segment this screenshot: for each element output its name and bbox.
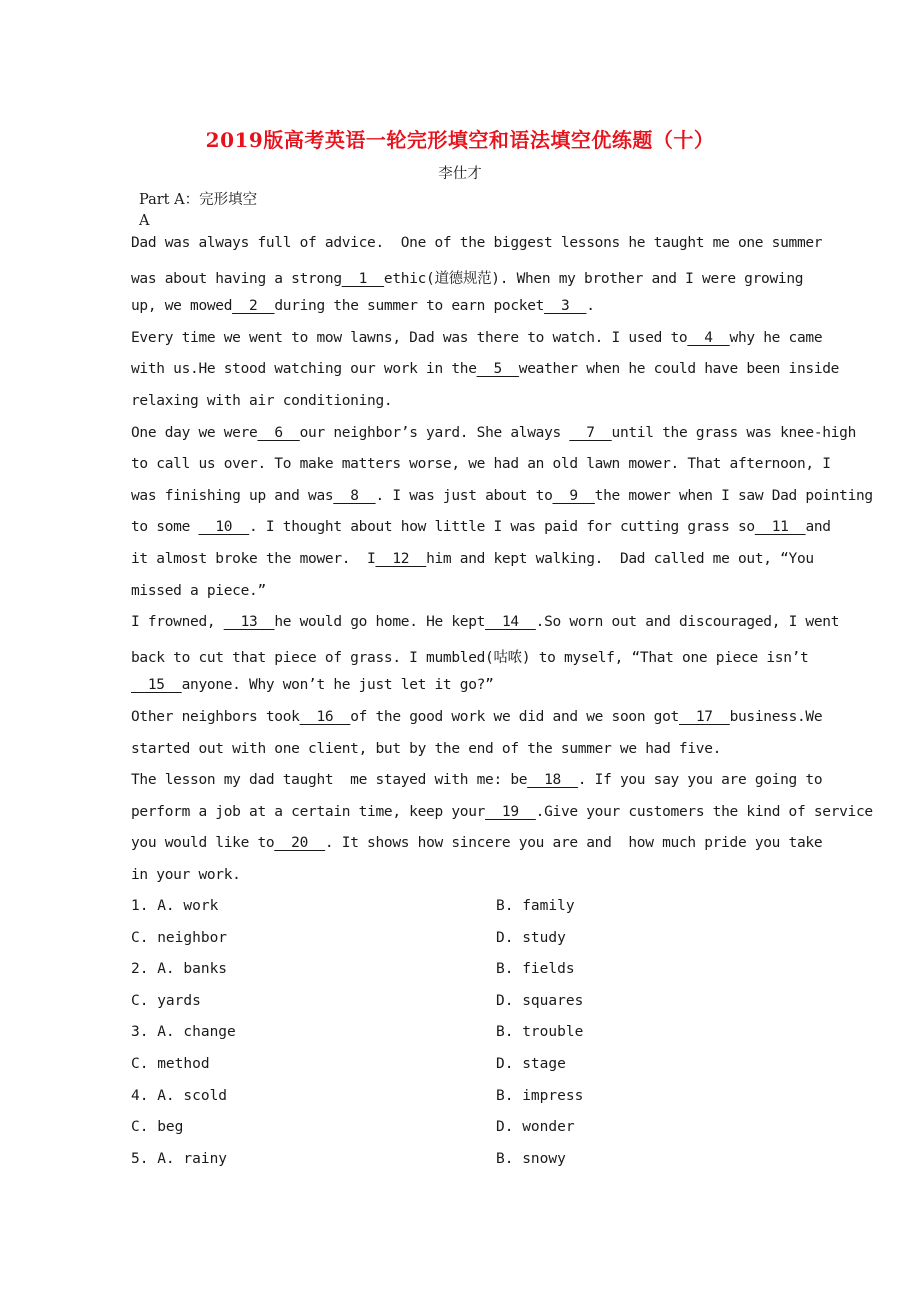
passage-line [131, 741, 721, 757]
option-left[interactable]: 3. A. change [131, 1024, 236, 1041]
passage-text: perform a job at a certain time, keep your [131, 803, 486, 820]
passage-text: business.We [729, 709, 823, 725]
passage-line [131, 709, 822, 725]
answer-blank[interactable]: __7__ [569, 424, 612, 441]
passage-line [131, 456, 831, 472]
answer-blank[interactable]: __3__ [544, 298, 587, 315]
answer-blank[interactable]: __13__ [223, 614, 275, 631]
answer-blank[interactable]: __9__ [552, 487, 595, 504]
option-left[interactable]: C. beg [131, 1119, 184, 1136]
document-title: 2019版高考英语一轮完形填空和语法填空优练题（十） [205, 128, 715, 152]
passage-text: was finishing up and was [131, 487, 334, 504]
answer-blank[interactable]: __8__ [333, 487, 376, 504]
passage-line [131, 772, 822, 788]
passage-line [131, 551, 814, 567]
passage-text: back to cut that piece of grass. I mumbled(咕哝) to myself, “That one piece isn’t [131, 649, 809, 666]
passage-line [131, 330, 822, 346]
option-right[interactable]: B. fields [496, 961, 575, 978]
passage-line [131, 425, 856, 441]
passage-text: he would go home. He kept [274, 614, 486, 631]
passage-text: Other neighbors took [131, 709, 300, 725]
passage-line [131, 646, 809, 667]
passage-line [131, 298, 595, 314]
passage-text: during the summer to earn pocket [274, 298, 545, 315]
passage-text: up, we mowed [131, 298, 233, 315]
passage-text: I frowned, [131, 614, 224, 631]
option-right[interactable]: D. wonder [496, 1119, 575, 1136]
answer-blank[interactable]: __6__ [257, 424, 300, 441]
passage-line [131, 361, 839, 377]
passage-text: of the good work we did and we soon got [350, 709, 679, 725]
passage-text: you would like to [131, 835, 275, 852]
answer-blank[interactable]: __4__ [687, 329, 730, 346]
section-label: A [139, 213, 150, 229]
answer-blank[interactable]: __14__ [485, 614, 536, 631]
answer-blank[interactable]: __17__ [678, 709, 730, 725]
passage-text: Dad was always full of advice. One of the biggest lessons he taught me one summer [131, 235, 823, 251]
option-right[interactable]: D. squares [496, 992, 584, 1009]
passage-text: with us.He stood watching our work in the [131, 361, 477, 378]
option-right[interactable]: B. family [496, 898, 575, 914]
answer-blank[interactable]: __20__ [274, 835, 325, 852]
answer-blank[interactable]: __15__ [131, 677, 182, 694]
answer-blank[interactable]: __1__ [341, 270, 384, 287]
passage-text: Every time we went to mow lawns, Dad was there to watch. I used to [131, 329, 688, 346]
option-right[interactable]: D. study [496, 929, 566, 946]
passage-text: why he came [729, 329, 823, 346]
answer-blank[interactable]: __11__ [754, 519, 806, 536]
passage-text: . I was just about to [375, 487, 553, 504]
passage-line [131, 519, 831, 535]
answer-blank[interactable]: __12__ [375, 551, 427, 567]
option-left[interactable]: 4. A. scold [131, 1087, 228, 1104]
passage-line [131, 614, 839, 630]
passage-line [131, 583, 266, 599]
passage-text: relaxing with air conditioning. [131, 393, 393, 409]
option-right[interactable]: B. snowy [496, 1150, 566, 1167]
passage-text: .Give your customers the kind of service [535, 803, 873, 820]
passage-line [131, 835, 822, 851]
option-left[interactable]: C. yards [131, 992, 201, 1009]
passage-line [131, 235, 822, 251]
answer-blank[interactable]: __19__ [485, 803, 536, 820]
answer-blank[interactable]: __5__ [476, 361, 519, 378]
passage-text: .So worn out and discouraged, I went [535, 614, 840, 631]
passage-text: until the grass was knee-high [611, 424, 856, 441]
passage-text: the mower when I saw Dad pointing [594, 487, 873, 504]
passage-text: our neighbor’s yard. She always [299, 424, 570, 441]
passage-text: and [805, 519, 831, 536]
answer-blank[interactable]: __18__ [527, 772, 578, 789]
passage-text: . [586, 298, 595, 315]
passage-text: . I thought about how little I was paid for cutting grass so [249, 519, 755, 536]
passage-text: . If you say you are going to [577, 772, 823, 789]
passage-text: The lesson my dad taught me stayed with me: be [131, 772, 528, 789]
answer-blank[interactable]: __10__ [198, 519, 250, 536]
passage-text: to call us over. To make matters worse, we had an old lawn mower. That afternoon, I [131, 456, 831, 473]
option-left[interactable]: C. neighbor [131, 929, 228, 946]
option-right[interactable]: B. trouble [496, 1024, 584, 1041]
passage-text: started out with one client, but by the end of the summer we had five. [131, 740, 722, 757]
passage-line [131, 867, 241, 883]
part-label: Part A：完形填空 [139, 192, 258, 208]
passage-text: was about having a strong [131, 270, 342, 287]
passage-text: missed a piece.” [131, 582, 266, 599]
passage-line [131, 488, 873, 504]
option-left[interactable]: 2. A. banks [131, 961, 228, 978]
passage-line [131, 677, 494, 693]
passage-line [131, 393, 392, 409]
passage-text: weather when he could have been inside [518, 361, 840, 378]
passage-line [131, 804, 873, 820]
passage-text: to some [131, 519, 199, 536]
answer-blank[interactable]: __16__ [299, 709, 351, 725]
option-left[interactable]: C. method [131, 1056, 210, 1072]
passage-line [131, 267, 803, 288]
passage-text: . It shows how sincere you are and how much pride you take [324, 835, 823, 852]
passage-text: One day we were [131, 424, 258, 441]
option-left[interactable]: 5. A. rainy [131, 1150, 228, 1167]
answer-blank[interactable]: __2__ [232, 298, 275, 315]
passage-text: in your work. [131, 867, 241, 883]
passage-text: him and kept walking. Dad called me out, “You [426, 551, 814, 567]
option-left[interactable]: 1. A. work [131, 898, 219, 914]
option-right[interactable]: D. stage [496, 1056, 566, 1072]
author-name: 李仕才 [438, 166, 482, 182]
passage-text: it almost broke the mower. I [131, 551, 376, 567]
passage-text: anyone. Why won’t he just let it go?” [181, 677, 494, 694]
option-right[interactable]: B. impress [496, 1087, 584, 1104]
passage-text: ethic(道德规范). When my brother and I were growing [383, 270, 804, 287]
